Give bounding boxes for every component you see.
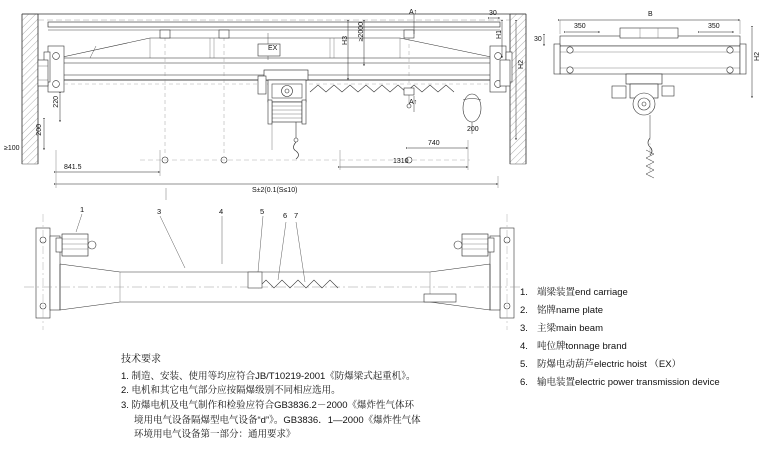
- technical-requirements-title: 技术要求: [121, 354, 161, 365]
- legend-number-2: 2.: [520, 305, 528, 316]
- legend-label-5: 防爆电动葫芦electric hoist （EX）: [537, 359, 682, 370]
- dim-30-side: 30: [534, 36, 542, 43]
- legend-number-6: 6.: [520, 377, 528, 388]
- legend-number-4: 4.: [520, 341, 528, 352]
- callout-1-plan: 1: [80, 205, 85, 214]
- callout-6-plan: 6: [283, 211, 288, 220]
- legend-label-6: 输电装置electric power transmission device: [537, 377, 720, 388]
- dim-h2-front: H2: [518, 60, 525, 69]
- dim-220: 220: [53, 96, 60, 108]
- note-item-3: 3. 防爆电机及电气制作和检验应符合GB3836.2－2000《爆炸性气体环境用电气设备隔爆型电气设备“d”》。GB3836．1—2000《爆炸性气体环境用电气设备第一部分：通用要求》: [121, 399, 421, 441]
- dim-h2-side: H2: [754, 52, 761, 61]
- legend-number-3: 3.: [520, 323, 528, 334]
- callout-3-plan: 3: [157, 207, 162, 216]
- legend-label-2: 铭牌name plate: [537, 305, 604, 316]
- legend-item-4: [520, 342, 750, 352]
- technical-requirements: [121, 352, 421, 443]
- dim-h1: H1: [496, 30, 503, 39]
- dim-1310: 1310: [393, 158, 409, 165]
- dim-h3: H3: [342, 36, 349, 45]
- dim-350-left: 350: [574, 23, 586, 30]
- dim-30-front: 30: [489, 10, 497, 17]
- legend-label-4: 吨位牌tonnage brand: [537, 341, 627, 352]
- section-mark-a-top: A↑: [409, 9, 418, 16]
- callout-7-plan: 7: [294, 211, 299, 220]
- legend-item-6: [520, 378, 750, 388]
- dim-span: S±2(0.1(S≤10): [252, 187, 298, 194]
- callout-4-plan: 4: [219, 207, 224, 216]
- section-mark-a-bottom: A↑: [409, 99, 418, 106]
- legend-number-5: 5.: [520, 359, 528, 370]
- technical-requirements-list: [121, 370, 421, 444]
- dim-min-100: ≥100: [4, 145, 20, 152]
- note-item-1: 1. 制造、安装、使用等均应符合JB/T10219-2001《防爆梁式起重机》。: [121, 370, 416, 382]
- dim-200-right: 200: [467, 126, 479, 133]
- legend-item-5: [520, 360, 750, 370]
- callout-5-plan: 5: [260, 207, 265, 216]
- dim-200-left: 200: [36, 124, 43, 136]
- ex-nameplate-label: EX: [268, 45, 278, 52]
- note-item-2: 2. 电机和其它电气部分应按隔爆级别不同相应选用。: [121, 385, 341, 397]
- legend-item-2: [520, 306, 750, 316]
- parts-legend: [520, 288, 750, 396]
- dim-350-right: 350: [708, 23, 720, 30]
- dim-min-2000: ≥2000: [358, 22, 365, 42]
- legend-item-3: [520, 324, 750, 334]
- dim-b: B: [648, 11, 653, 18]
- legend-number-1: 1.: [520, 287, 528, 298]
- legend-item-1: [520, 288, 750, 298]
- dim-740: 740: [428, 140, 440, 147]
- legend-label-1: 端梁装置end carriage: [537, 287, 628, 298]
- legend-label-3: 主梁main beam: [537, 323, 603, 334]
- dim-841-5: 841.5: [64, 164, 82, 171]
